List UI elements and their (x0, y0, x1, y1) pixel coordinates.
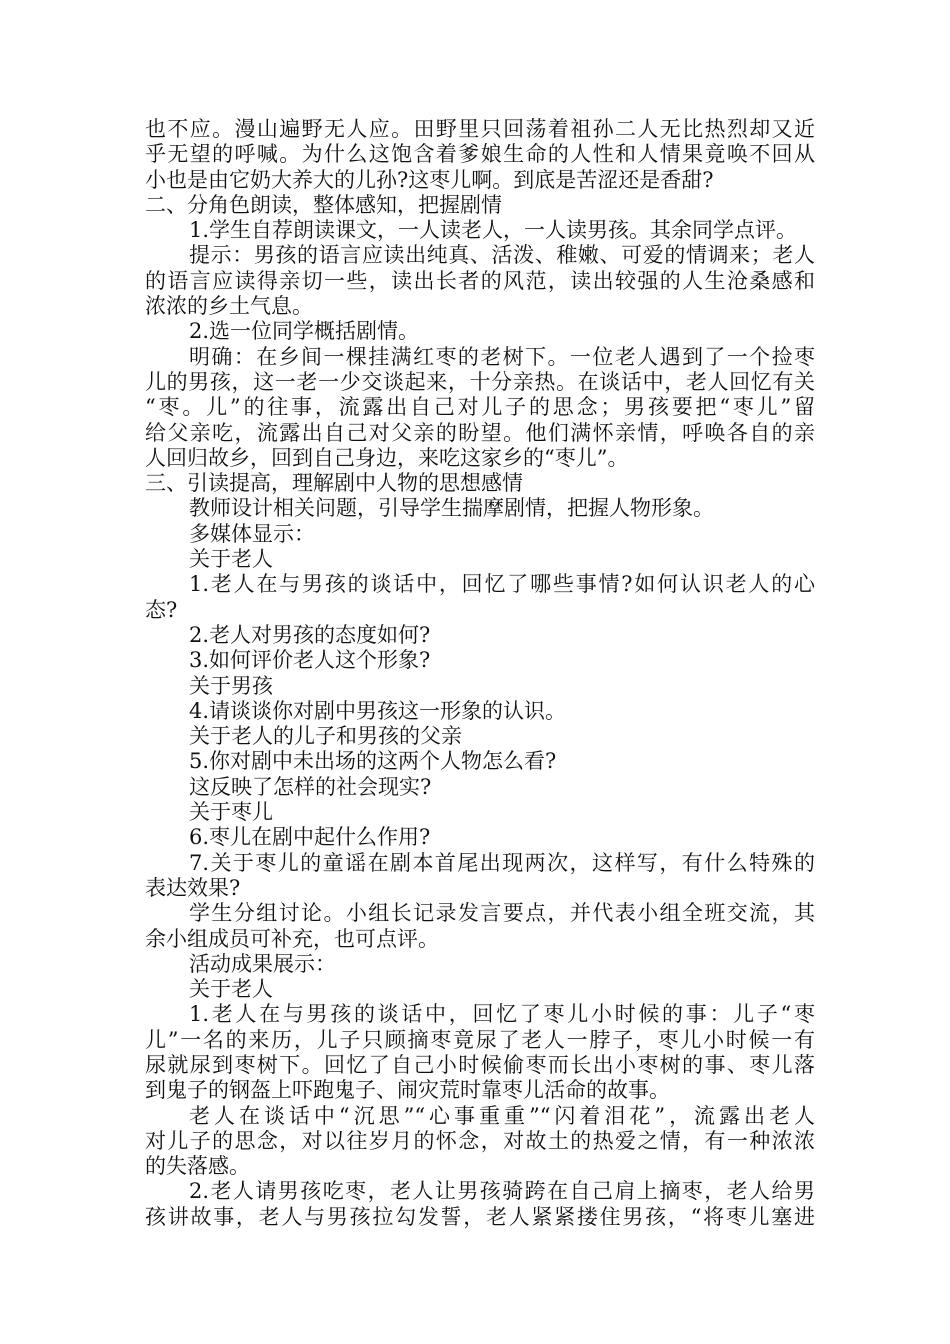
text-line: 多媒体显示： (189, 521, 315, 546)
text-line: 对儿子的思念，对以往岁月的怀念，对故土的热爱之情，有一种浓浓 (145, 1128, 815, 1153)
text-line: 1.老人在与男孩的谈话中，回忆了哪些事情?如何认识老人的心 (189, 572, 815, 597)
text-line: 儿”一名的来历，儿子只顾摘枣竟尿了老人一脖子，枣儿小时候一有 (145, 1027, 815, 1052)
text-line: 到鬼子的钢盔上吓跑鬼子、闹灾荒时靠枣儿活命的故事。 (145, 1078, 670, 1103)
text-line: 的失落感。 (145, 1154, 250, 1179)
text-line: 三、引读提高，理解剧中人物的思想感情 (145, 471, 523, 496)
text-line: 孩讲故事，老人与男孩拉勾发誓，老人紧紧搂住男孩，“将枣儿塞进 (145, 1204, 815, 1229)
text-line: 7.关于枣儿的童谣在剧本首尾出现两次，这样写，有什么特殊的 (189, 850, 815, 875)
text-line: 关于老人的儿子和男孩的父亲 (189, 724, 462, 749)
text-line: 1.学生自荐朗读课文，一人读老人，一人读男孩。其余同学点评。 (189, 218, 798, 243)
text-line: 关于老人 (189, 977, 273, 1002)
text-line: 人回归故乡，回到自己身边，来吃这家乡的“枣儿”。 (145, 445, 629, 470)
text-line: 5.你对剧中未出场的这两个人物怎么看? (189, 749, 557, 774)
text-line: 提示：男孩的语言应读出纯真、活泼、稚嫩、可爱的情调来；老人 (189, 243, 815, 268)
text-line: 活动成果展示： (189, 951, 336, 976)
text-line: 浓浓的乡土气息。 (145, 294, 313, 319)
text-line: 态? (145, 597, 178, 622)
text-line: 儿的男孩，这一老一少交谈起来，十分亲热。在谈话中，老人回忆有关 (145, 369, 815, 394)
text-line: 2.选一位同学概括剧情。 (189, 319, 420, 344)
text-line: 2.老人对男孩的态度如何? (189, 622, 431, 647)
text-line: 明确：在乡间一棵挂满红枣的老树下。一位老人遇到了一个捡枣 (189, 344, 815, 369)
text-line: 1.老人在与男孩的谈话中，回忆了枣儿小时候的事：儿子“枣 (189, 1002, 815, 1027)
document-body (145, 117, 815, 1230)
text-line: 2.老人请男孩吃枣，老人让男孩骑跨在自己肩上摘枣，老人给男 (189, 1179, 815, 1204)
text-line: 教师设计相关问题，引导学生揣摩剧情，把握人物形象。 (189, 496, 714, 521)
text-line: 的语言应读得亲切一些，读出长者的风范，读出较强的人生沧桑感和 (145, 268, 815, 293)
text-line: 3.如何评价老人这个形象? (189, 648, 431, 673)
text-line: “枣。儿”的往事，流露出自己对儿子的思念；男孩要把“枣儿”留 (145, 395, 815, 420)
text-line: 尿就尿到枣树下。回忆了自己小时候偷枣而长出小枣树的事、枣儿落 (145, 1052, 815, 1077)
text-line: 也不应。漫山遍野无人应。田野里只回荡着祖孙二人无比热烈却又近 (145, 117, 815, 141)
text-line: 表达效果? (145, 875, 241, 900)
text-line: 乎无望的呼喊。为什么这饱含着爹娘生命的人性和人情果竟唤不回从 (145, 142, 815, 167)
text-line: 小也是由它奶大养大的儿孙?这枣儿啊。到底是苦涩还是香甜? (145, 167, 714, 192)
text-line: 二、分角色朗读，整体感知，把握剧情 (145, 192, 502, 217)
text-line: 6.枣儿在剧中起什么作用? (189, 825, 431, 850)
text-line: 关于老人 (189, 547, 273, 572)
text-line: 余小组成员可补充，也可点评。 (145, 926, 439, 951)
text-line: 老人在谈话中“沉思”“心事重重”“闪着泪花”，流露出老人 (189, 1103, 815, 1128)
text-line: 4.请谈谈你对剧中男孩这一形象的认识。 (189, 698, 567, 723)
text-line: 学生分组讨论。小组长记录发言要点，并代表小组全班交流，其 (189, 901, 815, 926)
text-line: 关于男孩 (189, 673, 273, 698)
text-line: 关于枣儿 (189, 800, 273, 825)
text-line: 这反映了怎样的社会现实? (189, 774, 432, 799)
text-line: 给父亲吃，流露出自己对父亲的盼望。他们满怀亲情，呼唤各自的亲 (145, 420, 815, 445)
